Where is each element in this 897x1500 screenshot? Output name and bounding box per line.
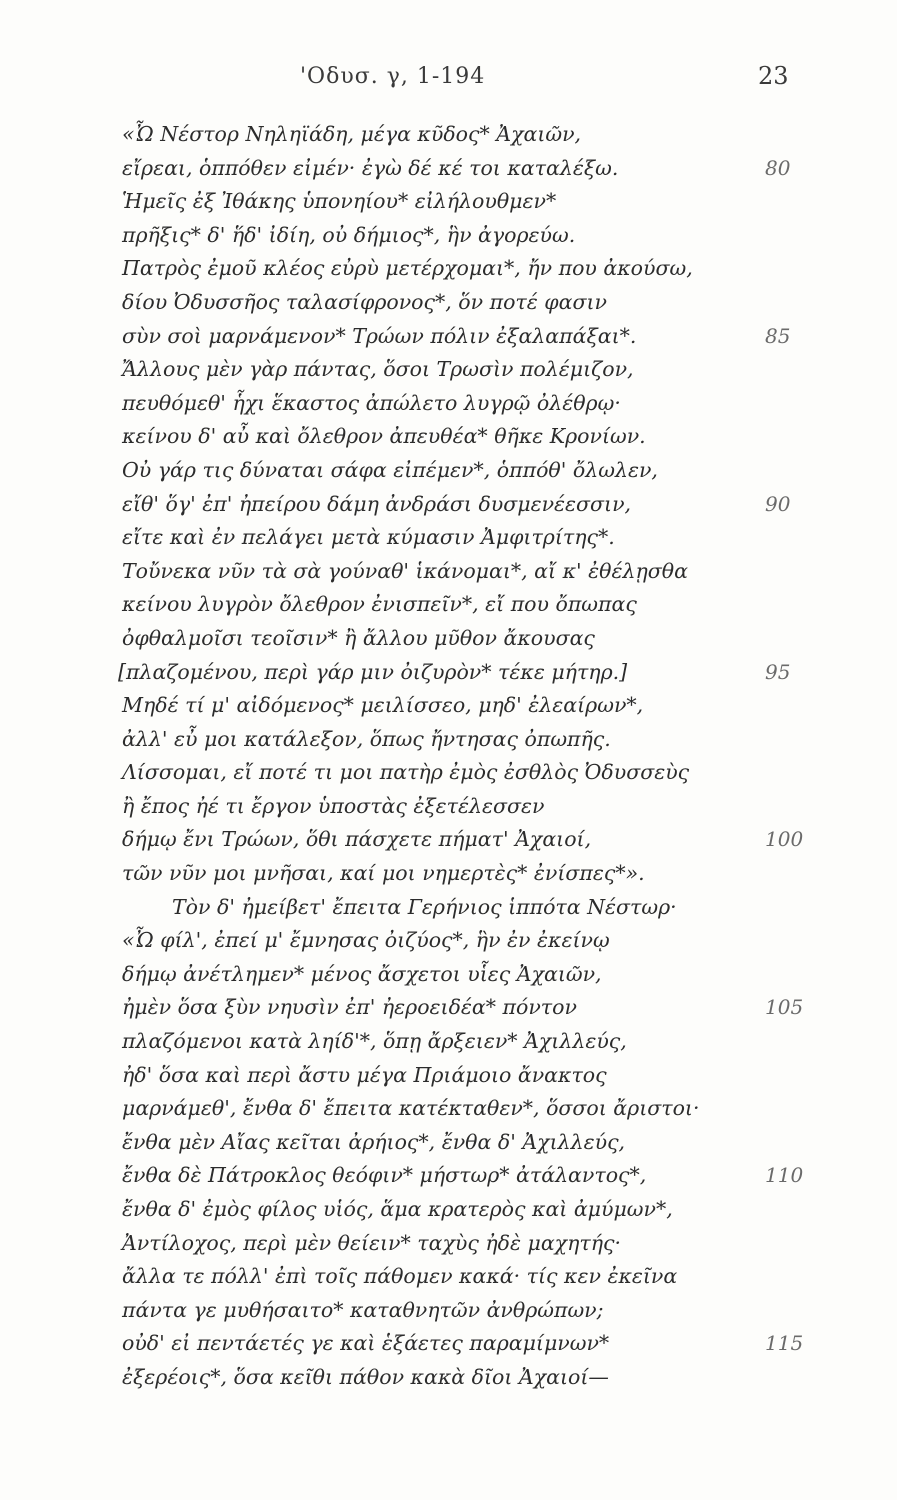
verse-text: ἔνθα δὲ Πάτροκλος θεόφιν* μήστωρ* ἀτάλαντος*, (122, 1163, 647, 1188)
verse-text: Τοὔνεκα νῦν τὰ σὰ γούναθ' ἱκάνομαι*, αἴ κ' ἐθέλῃσθα (122, 558, 688, 583)
verse-line (0, 521, 897, 555)
verse-line (0, 588, 897, 622)
verse-line (0, 891, 897, 925)
verse-text: ἢ ἔπος ἠέ τι ἔργον ὑποστὰς ἐξετέλεσσεν (122, 793, 545, 818)
verse-text: εἴτε καὶ ἐν πελάγει μετὰ κύμασιν Ἀμφιτρίτης*. (122, 525, 615, 550)
verse-text: κείνου δ' αὖ καὶ ὄλεθρον ἀπευθέα* θῆκε Κρονίων. (122, 424, 646, 449)
verse-line (0, 756, 897, 790)
verse-line (0, 118, 897, 152)
verse-text: πάντα γε μυθήσαιτο* καταθνητῶν ἀνθρώπων; (122, 1297, 604, 1322)
verse-line (0, 488, 897, 522)
verse-text: ἐξερέοις*, ὅσα κεῖθι πάθον κακὰ δῖοι Ἀχαιοί— (122, 1364, 609, 1389)
verse-line (0, 958, 897, 992)
verse-line (0, 555, 897, 589)
verse-line (0, 152, 897, 186)
page-header (0, 60, 897, 100)
verse-line (0, 1025, 897, 1059)
verse-text: «Ὦ Νέστορ Νηληϊάδη, μέγα κῦδος* Ἀχαιῶν, (122, 122, 582, 146)
verse-line (0, 991, 897, 1025)
verse-text: ἄλλα τε πόλλ' ἐπὶ τοῖς πάθομεν κακά· τίς κεν ἐκεῖνα (122, 1264, 678, 1289)
verse-text: Μηδέ τί μ' αἰδόμενος* μειλίσσεο, μηδ' ἐλεαίρων*, (122, 693, 644, 718)
verse-text: μαρνάμεθ', ἔνθα δ' ἔπειτα κατέκταθεν*, ὅσσοι ἄριστοι· (122, 1096, 700, 1121)
verse-text: τῶν νῦν μοι μνῆσαι, καί μοι νημερτὲς* ἐνίσπες*». (122, 861, 645, 886)
verse-text: εἴρεαι, ὁππόθεν εἰμέν· ἐγὼ δέ κέ τοι καταλέξω. (122, 155, 619, 180)
verse-line (0, 1294, 897, 1328)
verse-line (0, 1059, 897, 1093)
verse-line (0, 857, 897, 891)
line-number: 115 (765, 1331, 804, 1356)
verse-text: ἔνθα δ' ἐμὸς φίλος υἱός, ἅμα κρατερὸς καὶ ἀμύμων*, (122, 1197, 673, 1221)
verse-text: ἀλλ' εὖ μοι κατάλεξον, ὅπως ἤντησας ὀπωπῆς. (122, 726, 611, 751)
verse-text: δίου Ὀδυσσῆος ταλασίφρονος*, ὅν ποτέ φασιν (122, 289, 607, 314)
verse-text: Λίσσομαι, εἴ ποτέ τι μοι πατὴρ ἐμὸς ἐσθλὸς Ὀδυσσεὺς (122, 760, 690, 785)
verse-line (0, 1327, 897, 1361)
line-number: 90 (765, 491, 791, 516)
verse-line (0, 286, 897, 320)
line-number: 105 (765, 995, 804, 1020)
verse-line (0, 353, 897, 387)
verse-line (0, 420, 897, 454)
verse-text: δήμῳ ἀνέτλημεν* μένος ἄσχετοι υἷες Ἀχαιῶν, (122, 961, 602, 986)
verse-text: Οὐ γάρ τις δύναται σάφα εἰπέμεν*, ὁππόθ' ὄλωλεν, (122, 457, 658, 482)
verse-text: Ἡμεῖς ἐξ Ἰθάκης ὑπονηίου* εἰλήλουθμεν* (122, 189, 557, 214)
verse-line (0, 219, 897, 253)
page-number: 23 (758, 62, 789, 90)
verse-text: ὀφθαλμοῖσι τεοῖσιν* ἢ ἄλλου μῦθον ἄκουσας (122, 625, 595, 650)
line-number: 80 (765, 155, 791, 180)
verse-line (0, 1260, 897, 1294)
verse-text: κείνου λυγρὸν ὄλεθρον ἐνισπεῖν*, εἴ που ὄπωπας (122, 592, 637, 617)
verse-text: «Ὦ φίλ', ἐπεί μ' ἔμνησας ὀιζύος*, ἣν ἐν ἐκείνῳ (122, 928, 610, 953)
line-number: 95 (765, 659, 791, 684)
running-head: 'Οδυσ. γ, 1-194 (300, 64, 486, 89)
verse-line (0, 1092, 897, 1126)
verse-text: ἔνθα μὲν Αἴας κεῖται ἀρήιος*, ἔνθα δ' Ἀχιλλεύς, (122, 1129, 626, 1154)
verse-line (0, 689, 897, 723)
verse-line (0, 790, 897, 824)
verse-text: πλαζόμενοι κατὰ ληίδ'*, ὅπῃ ἄρξειεν* Ἀχιλλεύς, (122, 1029, 627, 1054)
verse-text: εἴθ' ὅγ' ἐπ' ἠπείρου δάμη ἀνδράσι δυσμενέεσσιν, (122, 491, 632, 516)
verse-line (0, 1193, 897, 1227)
verse-text-block (0, 118, 897, 1395)
verse-line (0, 387, 897, 421)
verse-text: οὐδ' εἰ πεντάετές γε καὶ ἑξάετες παραμίμνων* (122, 1331, 610, 1356)
verse-text: Τὸν δ' ἠμείβετ' ἔπειτα Γερήνιος ἱππότα Νέστωρ· (172, 894, 677, 919)
verse-line (0, 924, 897, 958)
verse-line (0, 656, 897, 690)
verse-line (0, 1227, 897, 1261)
verse-line (0, 1159, 897, 1193)
verse-text: Ἄλλους μὲν γὰρ πάντας, ὅσοι Τρωσὶν πολέμιζον, (122, 357, 634, 382)
verse-text: [πλαζομένου, περὶ γάρ μιν ὀιζυρὸν* τέκε μήτηρ.] (118, 659, 628, 684)
verse-text: δήμῳ ἔνι Τρώων, ὅθι πάσχετε πήματ' Ἀχαιοί, (122, 827, 592, 852)
line-number: 100 (765, 827, 804, 852)
line-number: 85 (765, 323, 791, 348)
verse-line (0, 1126, 897, 1160)
verse-line (0, 185, 897, 219)
verse-text: πρῆξις* δ' ἥδ' ἰδίη, οὐ δήμιος*, ἣν ἀγορεύω. (122, 222, 576, 247)
verse-line (0, 454, 897, 488)
verse-line (0, 252, 897, 286)
verse-line (0, 1361, 897, 1395)
verse-text: ἠμὲν ὅσα ξὺν νηυσὶν ἐπ' ἠεροειδέα* πόντον (122, 995, 577, 1020)
verse-line (0, 320, 897, 354)
verse-text: Πατρὸς ἐμοῦ κλέος εὐρὺ μετέρχομαι*, ἤν που ἀκούσω, (122, 256, 693, 281)
verse-line (0, 823, 897, 857)
verse-text: πευθόμεθ' ἧχι ἕκαστος ἀπώλετο λυγρῷ ὀλέθρῳ· (122, 390, 621, 415)
verse-line (0, 622, 897, 656)
line-number: 110 (765, 1163, 804, 1188)
verse-text: ἠδ' ὅσα καὶ περὶ ἄστυ μέγα Πριάμοιο ἄνακτος (122, 1062, 607, 1087)
verse-text: σὺν σοὶ μαρνάμενον* Τρώων πόλιν ἐξαλαπάξαι*. (122, 323, 637, 348)
verse-line (0, 723, 897, 757)
verse-text: Ἀντίλοχος, περὶ μὲν θείειν* ταχὺς ἠδὲ μαχητής· (122, 1230, 621, 1255)
